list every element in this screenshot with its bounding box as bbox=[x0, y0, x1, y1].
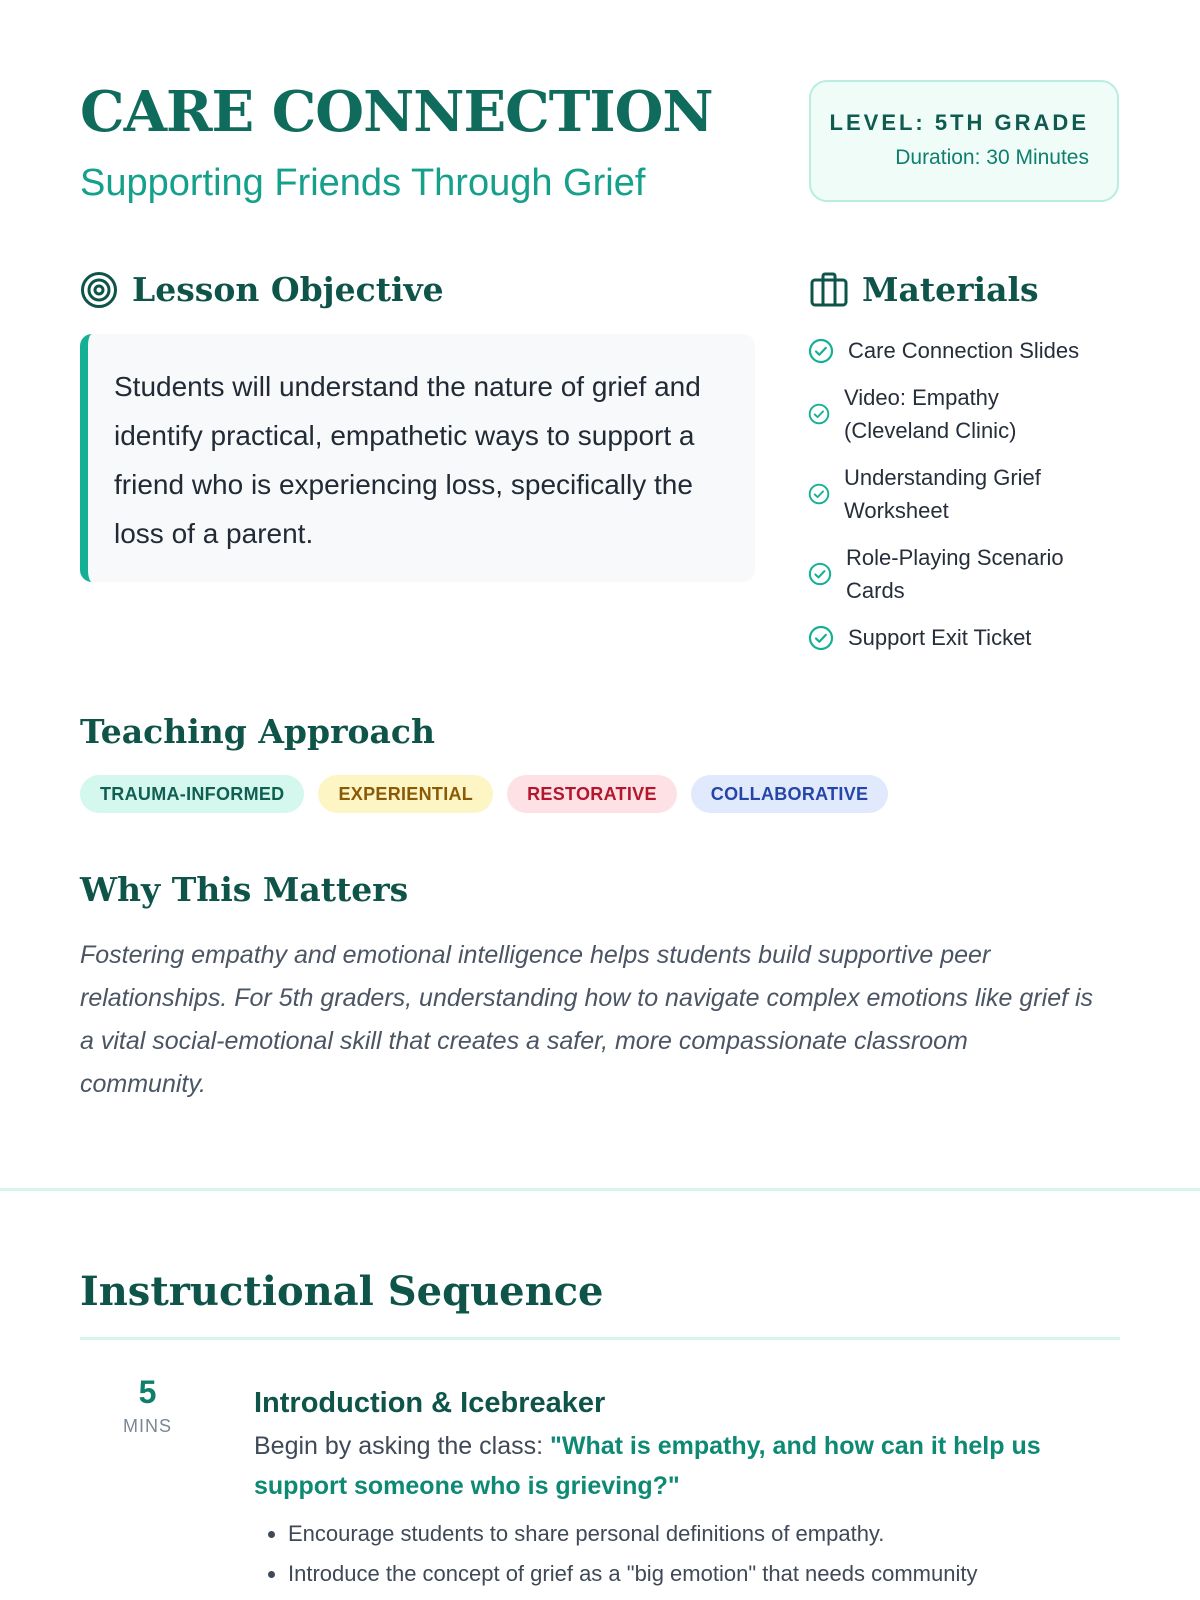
step-minutes: 5 bbox=[138, 1374, 157, 1410]
sequence-heading: Instructional Sequence bbox=[80, 1268, 604, 1315]
approach-tags bbox=[80, 775, 888, 813]
objective-text: Students will understand the nature of grief and identify practical, empathetic ways to support a friend who is experiencing loss, specifically the loss of a parent. bbox=[114, 371, 701, 549]
level-label: LEVEL: 5TH GRADE bbox=[829, 110, 1089, 135]
check-circle-icon bbox=[808, 625, 834, 651]
check-circle-icon bbox=[808, 403, 830, 425]
target-icon bbox=[80, 271, 118, 309]
page-subtitle: Supporting Friends Through Grief bbox=[80, 162, 646, 204]
step-minutes-unit: MINS bbox=[123, 1416, 172, 1436]
step-duration bbox=[100, 1376, 195, 1437]
material-label: Support Exit Ticket bbox=[848, 625, 1032, 650]
step-bullets bbox=[254, 1514, 1104, 1594]
step-title: Introduction & Icebreaker bbox=[254, 1387, 606, 1419]
section-divider bbox=[0, 1188, 1200, 1191]
materials-heading bbox=[810, 270, 1039, 309]
sequence-divider bbox=[80, 1337, 1120, 1340]
material-label: Video: Empathy (Cleveland Clinic) bbox=[844, 385, 1017, 443]
step-bullet: • Introduce the concept of grief as a "big emotion" that needs community bbox=[288, 1554, 1104, 1594]
tag-experiential: EXPERIENTIAL bbox=[318, 775, 493, 813]
material-item bbox=[808, 621, 1108, 654]
step-bullet: • Encourage students to share personal definitions of empathy. bbox=[288, 1514, 1104, 1554]
briefcase-icon bbox=[810, 272, 848, 308]
why-heading: Why This Matters bbox=[80, 870, 409, 909]
check-circle-icon bbox=[808, 562, 832, 586]
material-item bbox=[808, 334, 1108, 367]
duration-label: Duration: 30 Minutes bbox=[895, 146, 1089, 169]
step-prompt-quote: "What is empathy, and how can it help us support someone who is grieving?" bbox=[254, 1432, 1041, 1500]
objective-heading bbox=[80, 270, 444, 309]
step-prompt-lead: Begin by asking the class: bbox=[254, 1432, 550, 1460]
material-label: Understanding Grief Worksheet bbox=[844, 465, 1041, 523]
tag-trauma-informed: TRAUMA-INFORMED bbox=[80, 775, 304, 813]
materials-heading-label: Materials bbox=[862, 270, 1039, 309]
sequence-step bbox=[254, 1386, 1104, 1594]
tag-collaborative: COLLABORATIVE bbox=[691, 775, 889, 813]
material-item bbox=[808, 381, 1108, 447]
level-card bbox=[809, 80, 1119, 202]
step-prompt bbox=[254, 1426, 1104, 1506]
material-label: Care Connection Slides bbox=[848, 338, 1080, 363]
check-circle-icon bbox=[808, 483, 830, 505]
materials-list bbox=[808, 334, 1108, 668]
objective-box bbox=[80, 334, 755, 582]
why-text: Fostering empathy and emotional intelligence helps students build supportive peer relationships. For 5th graders, understanding how to navigate complex emotions like grief is a vital social-emotional skill that creates a safer, more compassionate classroom community. bbox=[80, 941, 1094, 1098]
material-item bbox=[808, 461, 1108, 527]
approach-heading: Teaching Approach bbox=[80, 712, 435, 751]
material-item bbox=[808, 541, 1108, 607]
tag-restorative: RESTORATIVE bbox=[507, 775, 677, 813]
page-title: CARE CONNECTION bbox=[80, 79, 713, 145]
objective-heading-label: Lesson Objective bbox=[132, 270, 444, 309]
material-label: Role-Playing Scenario Cards bbox=[846, 545, 1064, 603]
check-circle-icon bbox=[808, 338, 834, 364]
